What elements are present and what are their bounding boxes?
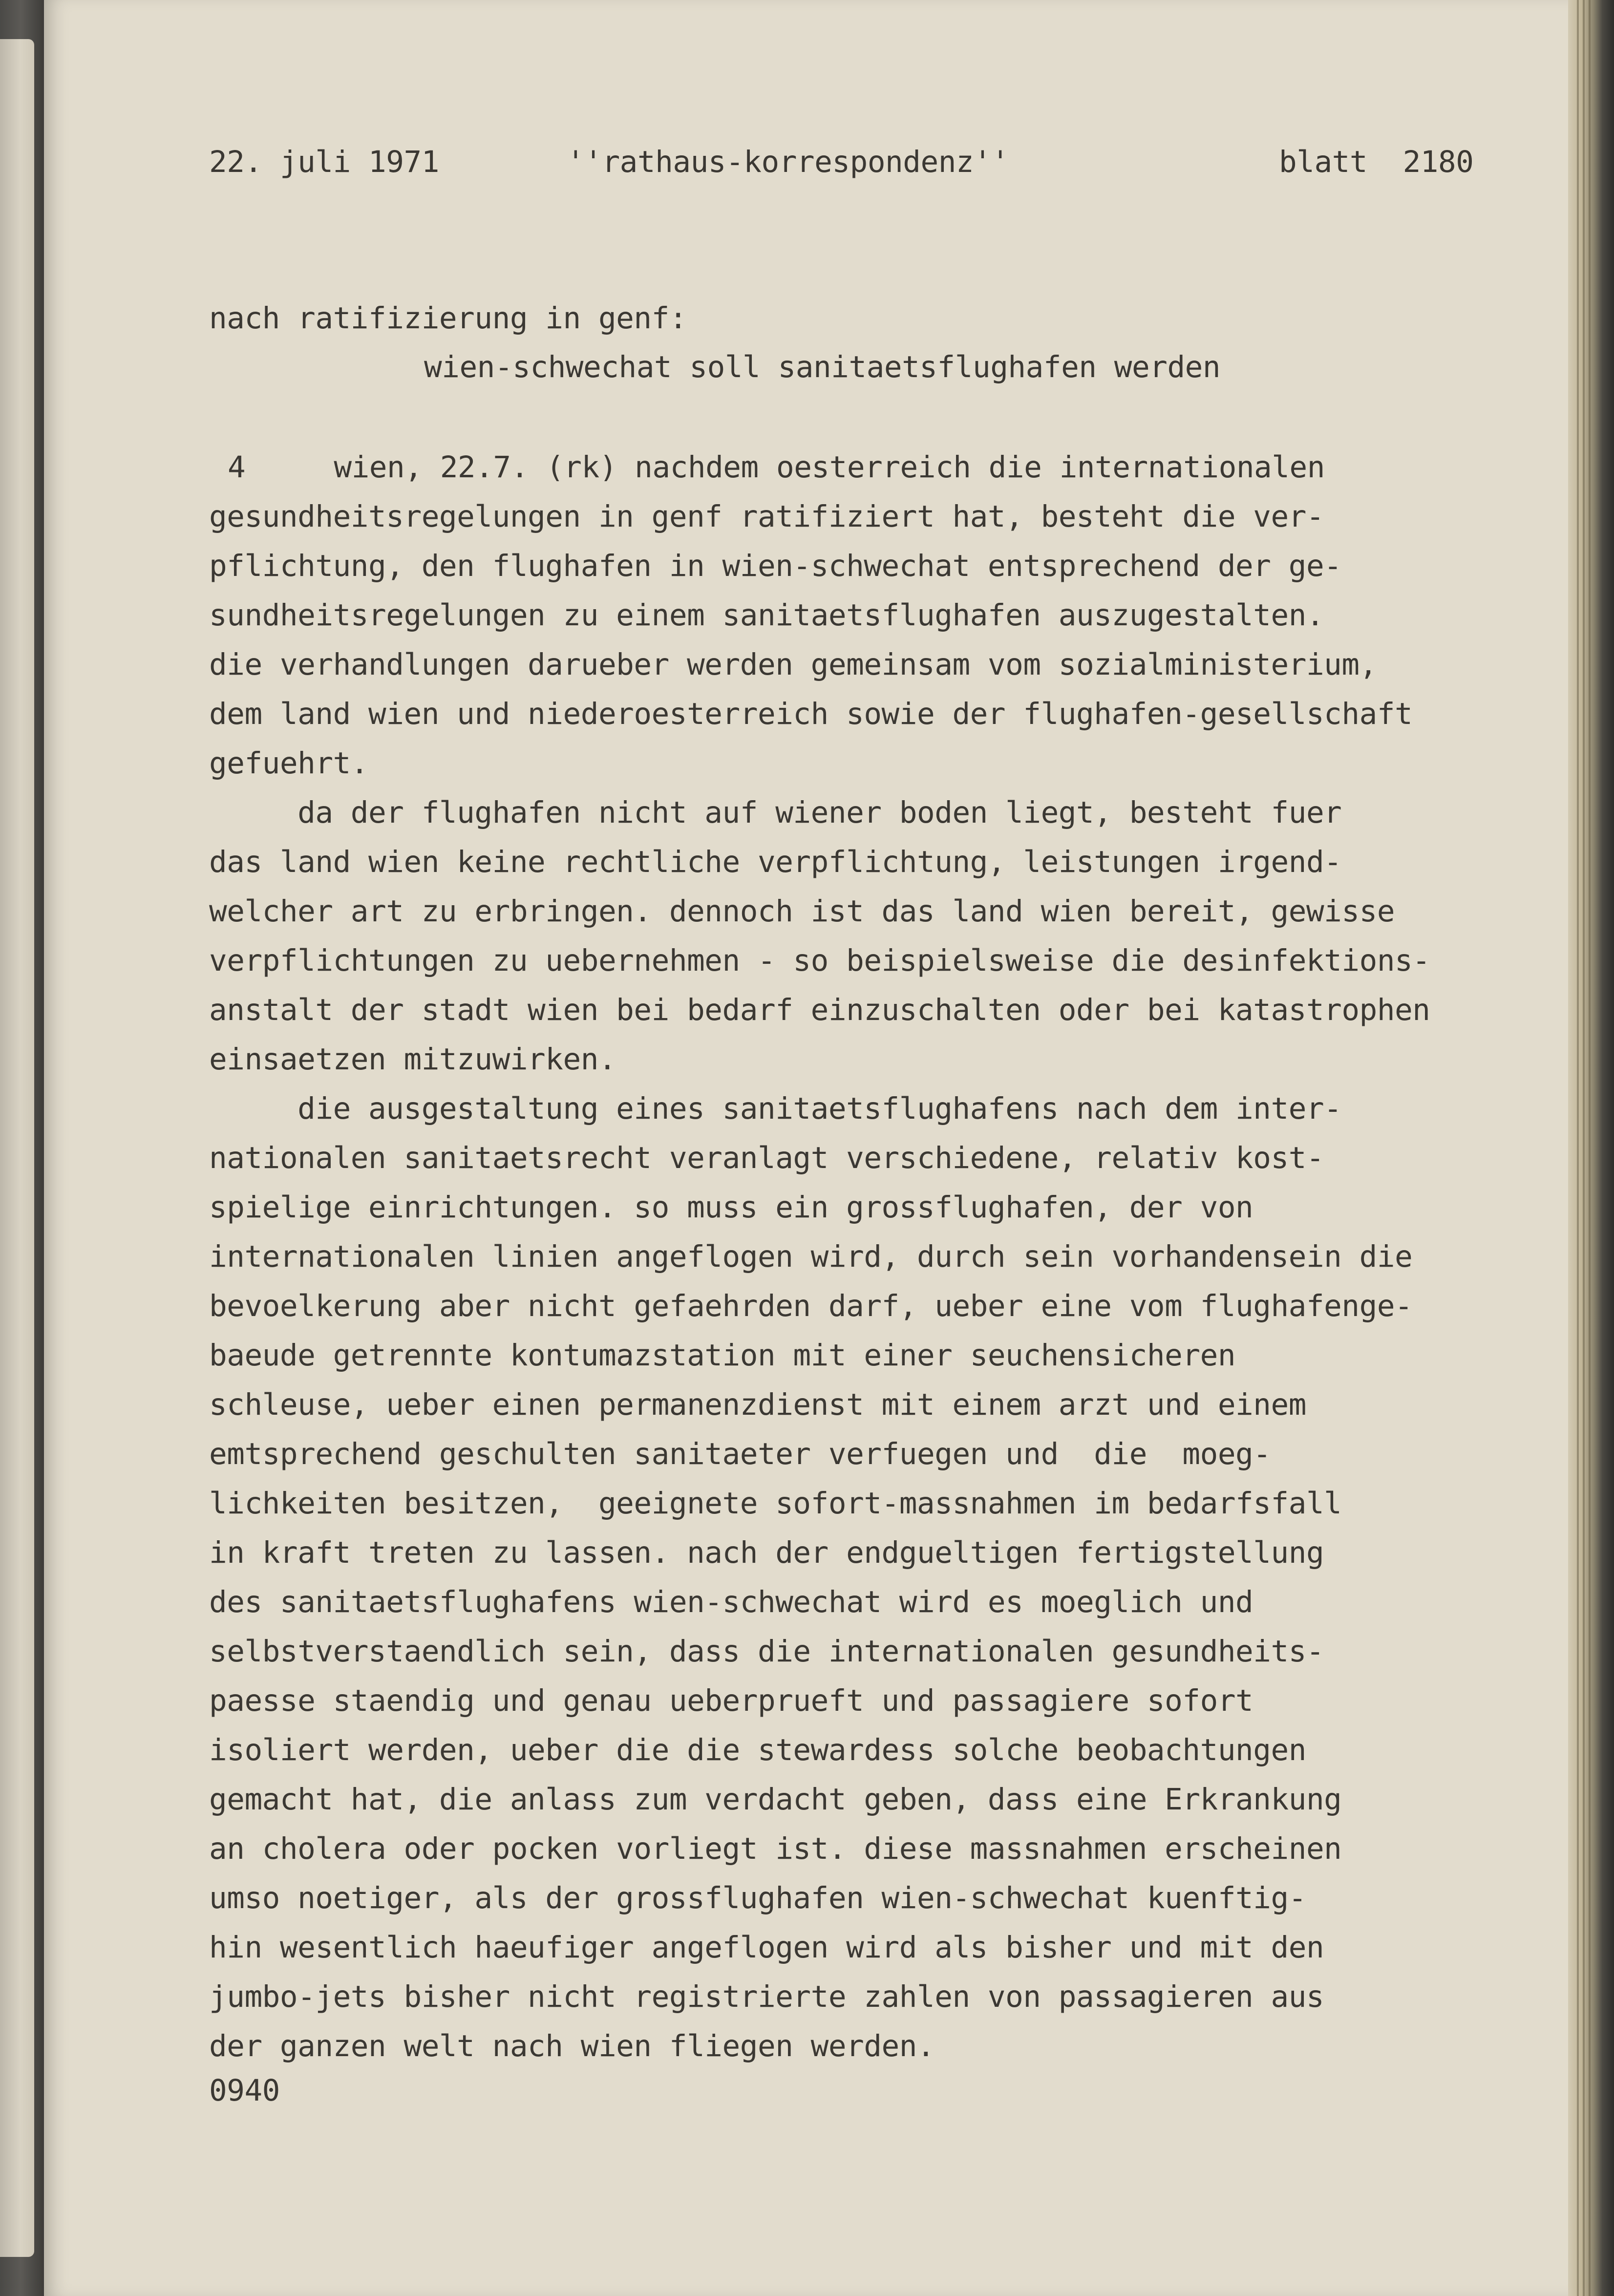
body-line: die ausgestaltung eines sanitaetsflughafens nach dem inter- bbox=[209, 1091, 1342, 1126]
body-line: gemacht hat, die anlass zum verdacht geben, dass eine Erkrankung bbox=[209, 1782, 1342, 1817]
body-line: die verhandlungen darueber werden gemeinsam vom sozialministerium, bbox=[209, 647, 1377, 682]
body-line: bevoelkerung aber nicht gefaehrden darf, ueber eine vom flughafenge- bbox=[209, 1289, 1413, 1323]
body-line: 4 wien, 22.7. (rk) nachdem oesterreich die internationalen bbox=[228, 450, 1325, 485]
body-line: welcher art zu erbringen. dennoch ist das land wien bereit, gewisse bbox=[209, 894, 1395, 929]
body-line: umso noetiger, als der grossflughafen wien-schwechat kuenftig- bbox=[209, 1881, 1306, 1915]
body-line: der ganzen welt nach wien fliegen werden. bbox=[209, 2029, 935, 2063]
body-line: in kraft treten zu lassen. nach der endgueltigen fertigstellung bbox=[209, 1535, 1324, 1570]
body-line: spielige einrichtungen. so muss ein grossflughafen, der von bbox=[209, 1190, 1253, 1225]
body-line: internationalen linien angeflogen wird, durch sein vorhandensein die bbox=[209, 1239, 1413, 1274]
body-line: verpflichtungen zu uebernehmen - so beispielsweise die desinfektions- bbox=[209, 943, 1430, 978]
body-line: lichkeiten besitzen, geeignete sofort-massnahmen im bedarfsfall bbox=[209, 1486, 1342, 1521]
body-line: dem land wien und niederoesterreich sowie der flughafen-gesellschaft bbox=[209, 697, 1413, 731]
footer-code: 0940 bbox=[209, 2073, 280, 2108]
body-line: schleuse, ueber einen permanenzdienst mit einem arzt und einem bbox=[209, 1387, 1306, 1422]
headline-line-1: nach ratifizierung in genf: bbox=[209, 301, 687, 336]
header-date: 22. juli 1971 bbox=[209, 145, 439, 179]
body-line: nationalen sanitaetsrecht veranlagt verschiedene, relativ kost- bbox=[209, 1141, 1324, 1175]
header-sheet-number: blatt 2180 bbox=[1279, 145, 1474, 179]
body-line: an cholera oder pocken vorliegt ist. diese massnahmen erscheinen bbox=[209, 1831, 1342, 1866]
body-line: isoliert werden, ueber die die stewardess solche beobachtungen bbox=[209, 1733, 1306, 1767]
body-line: das land wien keine rechtliche verpflichtung, leistungen irgend- bbox=[209, 845, 1342, 879]
body-line: gefuehrt. bbox=[209, 746, 369, 781]
page-stack-edge bbox=[1568, 0, 1614, 2296]
headline-line-2: wien-schwechat soll sanitaetsflughafen werden bbox=[424, 350, 1221, 384]
body-line: des sanitaetsflughafens wien-schwechat wird es moeglich und bbox=[209, 1585, 1253, 1619]
body-line: jumbo-jets bisher nicht registrierte zahlen von passagieren aus bbox=[209, 1979, 1324, 2014]
body-line: pflichtung, den flughafen in wien-schwechat entsprechend der ge- bbox=[209, 549, 1342, 583]
header-title: ''rathaus-korrespondenz'' bbox=[567, 145, 1009, 179]
body-line: selbstverstaendlich sein, dass die internationalen gesundheits- bbox=[209, 1634, 1324, 1669]
body-line: emtsprechend geschulten sanitaeter verfuegen und die moeg- bbox=[209, 1437, 1271, 1471]
body-line: sundheitsregelungen zu einem sanitaetsflughafen auszugestalten. bbox=[209, 598, 1324, 633]
facing-page-edge bbox=[0, 39, 34, 2257]
body-line: einsaetzen mitzuwirken. bbox=[209, 1042, 616, 1077]
body-line: hin wesentlich haeufiger angeflogen wird als bisher und mit den bbox=[209, 1930, 1324, 1965]
body-line: baeude getrennte kontumazstation mit einer seuchensicheren bbox=[209, 1338, 1236, 1373]
document-page bbox=[44, 0, 1568, 2296]
body-line: anstalt der stadt wien bei bedarf einzuschalten oder bei katastrophen bbox=[209, 993, 1430, 1027]
body-line: da der flughafen nicht auf wiener boden liegt, besteht fuer bbox=[209, 795, 1342, 830]
body-line: paesse staendig und genau ueberprueft und passagiere sofort bbox=[209, 1683, 1253, 1718]
body-line: gesundheitsregelungen in genf ratifiziert hat, besteht die ver- bbox=[209, 499, 1324, 534]
